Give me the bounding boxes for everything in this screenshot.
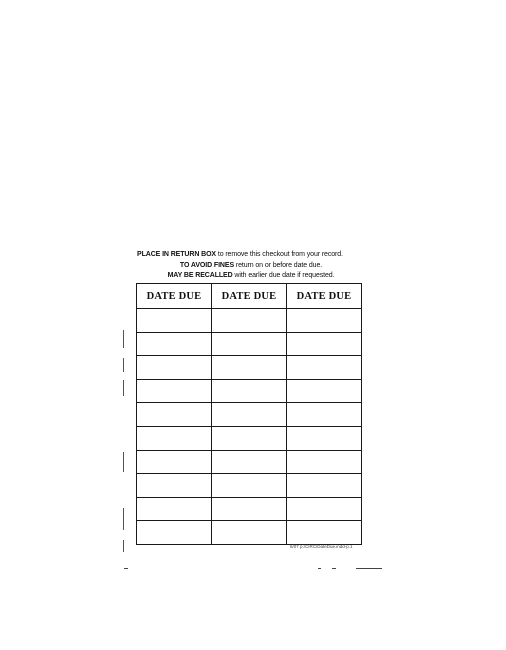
instruction-bold-return-box: PLACE IN RETURN BOX (137, 251, 216, 258)
form-code: 6/07 p:/CIRC/DateDue.indd-p.1 (290, 544, 353, 549)
instruction-bold-recalled: MAY BE RECALLED (167, 272, 233, 279)
date-due-row (137, 450, 362, 474)
instruction-line-recalled (126, 271, 376, 282)
date-due-cell (212, 474, 287, 498)
date-due-cell (287, 426, 362, 450)
date-due-cell (137, 426, 212, 450)
date-due-row (137, 403, 362, 427)
date-due-cell (212, 332, 287, 356)
date-due-row (137, 521, 362, 545)
date-due-cell (212, 403, 287, 427)
instruction-text-recalled: with earlier due date if requested. (232, 272, 335, 279)
instruction-text-avoid-fines: return on or before date due. (234, 261, 323, 269)
instruction-bold-avoid-fines: TO AVOID FINES (179, 261, 235, 269)
date-due-row (137, 426, 362, 450)
date-due-row (137, 309, 362, 333)
date-due-cell (137, 450, 212, 474)
date-due-cell (212, 450, 287, 474)
date-due-header-row (137, 284, 362, 309)
date-due-row (137, 379, 362, 403)
date-due-table-body (137, 309, 362, 545)
date-due-row (137, 356, 362, 380)
date-due-cell (137, 497, 212, 521)
margin-mark (123, 358, 124, 372)
date-due-cell (212, 309, 287, 333)
date-due-row (137, 332, 362, 356)
margin-mark (123, 380, 124, 396)
date-due-cell (212, 426, 287, 450)
date-due-row (137, 474, 362, 498)
date-due-cell (137, 521, 212, 545)
date-due-cell (287, 356, 362, 380)
date-due-cell (287, 332, 362, 356)
scan-mark (318, 568, 321, 569)
date-due-cell (212, 497, 287, 521)
instruction-line-avoid-fines (126, 261, 376, 272)
return-instructions (126, 250, 376, 282)
date-due-cell (212, 379, 287, 403)
date-due-cell (287, 497, 362, 521)
date-due-cell (212, 521, 287, 545)
margin-mark (123, 452, 124, 472)
margin-mark (123, 330, 124, 348)
instruction-line-return-box (126, 250, 376, 261)
date-due-header-3: DATE DUE (287, 284, 362, 309)
scan-mark (124, 568, 128, 569)
date-due-cell (287, 403, 362, 427)
date-due-cell (287, 450, 362, 474)
date-due-cell (137, 332, 212, 356)
date-due-row (137, 497, 362, 521)
date-due-cell (137, 403, 212, 427)
date-due-table-wrapper (136, 283, 362, 544)
date-due-cell (137, 309, 212, 333)
date-due-header-2: DATE DUE (212, 284, 287, 309)
date-due-table (136, 283, 362, 545)
date-due-cell (287, 474, 362, 498)
date-due-cell (212, 356, 287, 380)
margin-mark (123, 508, 124, 530)
date-due-header-1: DATE DUE (137, 284, 212, 309)
date-due-cell (137, 379, 212, 403)
margin-mark (123, 540, 124, 552)
date-due-cell (287, 521, 362, 545)
instruction-text-return-box: to remove this checkout from your record. (216, 251, 343, 258)
date-due-cell (137, 474, 212, 498)
scan-mark (332, 568, 336, 569)
date-due-cell (287, 379, 362, 403)
scan-mark (356, 568, 382, 569)
date-due-cell (287, 309, 362, 333)
date-due-cell (137, 356, 212, 380)
